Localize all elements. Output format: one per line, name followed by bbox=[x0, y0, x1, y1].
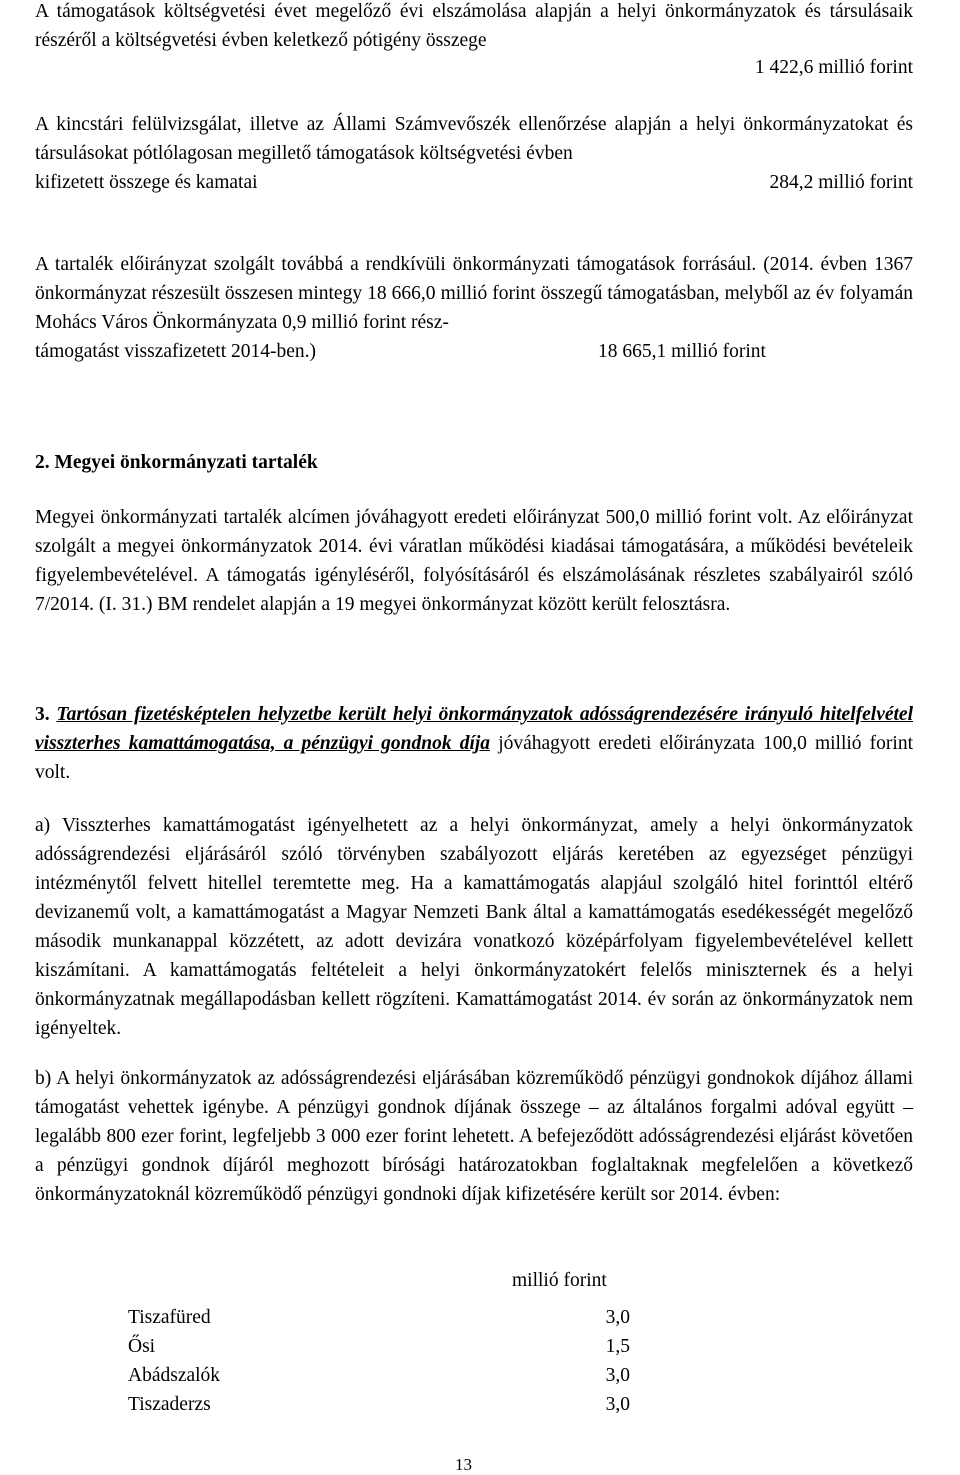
table-cell-name: Tiszaderzs bbox=[128, 1394, 211, 1415]
section-2-heading: 2. Megyei önkormányzati tartalék bbox=[35, 452, 318, 473]
row-rendkivuli-total bbox=[35, 337, 913, 366]
row-kincstari-total bbox=[35, 168, 913, 197]
paragraph-kincstari: A kincstári felülvizsgálat, illetve az Állami Számvevőszék ellenőrzése alapján a helyi önkormányzatokat és társulásokat pótlólagosan megillető támogatások költségvetési évben bbox=[35, 114, 913, 164]
paragraph-rendkivuli: A tartalék előirányzat szolgált továbbá a rendkívüli önkormányzati támogatások forrásául. (2014. évben 1367 önkormányzat részesült összesen mintegy 18 666,0 millió forint összegű támogatásban, melyből az év folyamán Mohács Város Önkormányzata 0,9 millió forint rész- bbox=[35, 254, 913, 333]
section-3-paragraph-a: a) Visszterhes kamattámogatást igényelhetett az a helyi önkormányzat, amely a helyi önkormányzatok adósságrendezési eljárásáról szóló törvényben szabályozott eljárás keretében az egyezséget pénzügyi intézménytől felvett hitellel teremtette meg. Ha a kamattámogatás alapjául szolgáló hitel forinttól eltérő devizanemű volt, a kamattámogatást a Magyar Nemzeti Bank által a kamattámogatás esedékességét megelőző második munkanappal közzétett, az adott devizára vonatkozó középárfolyam figyelembevételével kellett kiszámítani. A kamattámogatás feltételeit a helyi önkormányzatokért felelős miniszternek és a helyi önkormányzatnak megállapodásban kellett rögzíteni. Kamattámogatást 2014. év során az önkormányzatok nem igényeltek. bbox=[35, 815, 913, 1039]
paragraph-pot-igeny: A támogatások költségvetési évet megelőző évi elszámolása alapján a helyi önkormányzatok és társulásaik részéről a költségvetési évben keletkező pótigény összege bbox=[35, 1, 913, 51]
amount-kincstari: 284,2 millió forint bbox=[769, 172, 913, 193]
section-3-number: 3. bbox=[35, 704, 50, 725]
table-row bbox=[128, 1390, 630, 1419]
table-cell-value: 1,5 bbox=[605, 1336, 630, 1357]
table-row bbox=[128, 1303, 630, 1332]
section-3-heading bbox=[35, 700, 913, 787]
table-row bbox=[128, 1361, 630, 1390]
amount-pot-igeny: 1 422,6 millió forint bbox=[754, 57, 913, 78]
table-cell-value: 3,0 bbox=[605, 1394, 630, 1415]
amount-rendkivuli: 18 665,1 millió forint bbox=[598, 341, 766, 362]
section-3-heading-tail: jóváhagyott eredeti előirányzata 100,0 millió forint volt. bbox=[35, 733, 914, 783]
table-unit-label: millió forint bbox=[512, 1270, 607, 1291]
paragraph-rendkivuli-end: támogatást visszafizetett 2014-ben.) bbox=[35, 341, 317, 362]
table-cell-name: Ősi bbox=[128, 1336, 156, 1357]
page-number: 13 bbox=[455, 1455, 472, 1474]
table-cell-name: Abádszalók bbox=[128, 1365, 221, 1386]
section-3-paragraph-b: b) A helyi önkormányzatok az adósságrendezési eljárásában közreműködő pénzügyi gondnokok díjához állami támogatást vehettek igénybe. A pénzügyi gondnok díjának összege – az általános forgalmi adóval együtt – legalább 800 ezer forint, legfeljebb 3 000 ezer forint lehetett. A befejeződött adósságrendezési eljárást követően a pénzügyi gondnok díjáról meghozott bírósági határozatokban foglaltaknak megfelelően a következő önkormányzatoknál közreműködő pénzügyi gondnoki díjak kifizetésére került sor 2014. évben: bbox=[35, 1068, 913, 1205]
table-cell-value: 3,0 bbox=[605, 1365, 630, 1386]
section-3-title: Tartósan fizetésképtelen helyzetbe került helyi önkormányzatok adósságrendezésére irányuló hitelfelvétel visszterhes kamattámogatása, a pénzügyi gondnok díja bbox=[35, 704, 913, 754]
section-2-body: Megyei önkormányzati tartalék alcímen jóváhagyott eredeti előirányzat 500,0 millió forint volt. Az előirányzat szolgált a megyei önkormányzatok 2014. évi váratlan működési kiadásai támogatására, a működési bevételeik figyelembevételével. A támogatás igényléséről, folyósításáról és elszámolásának részletes szabályairól szóló 7/2014. (I. 31.) BM rendelet alapján a 19 megyei önkormányzat között került felosztásra. bbox=[35, 507, 913, 615]
gondnoki-dij-table bbox=[128, 1303, 630, 1419]
table-cell-name: Tiszafüred bbox=[128, 1307, 211, 1328]
paragraph-kincstari-end: kifizetett összege és kamatai bbox=[35, 172, 258, 193]
table-row bbox=[128, 1332, 630, 1361]
table-cell-value: 3,0 bbox=[605, 1307, 630, 1328]
